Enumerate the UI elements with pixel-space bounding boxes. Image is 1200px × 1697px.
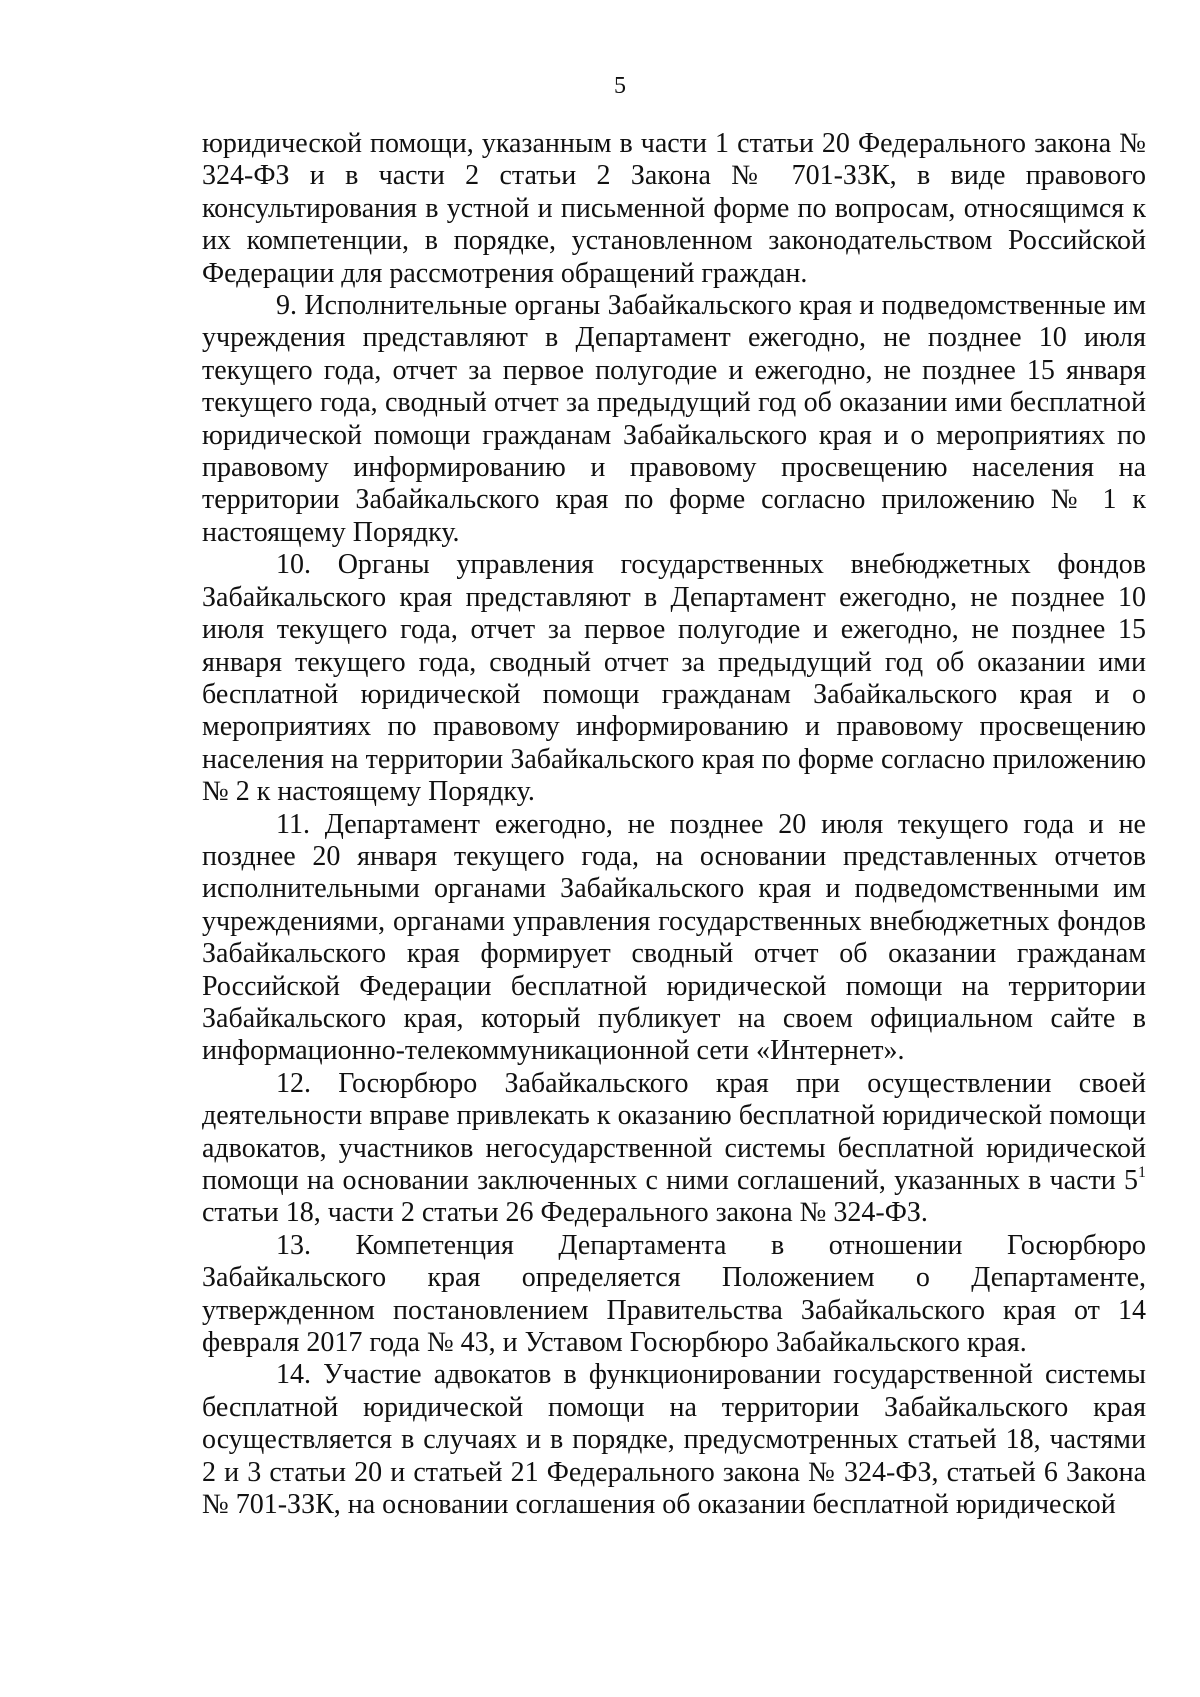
- paragraph-item-14: 14. Участие адвокатов в функционировании государственной системы бесплатной юридической помощи на территории Забайкальского края осуществляется в случаях и в порядке, предусмотренных статьей 18, частями 2 и 3 статьи 20 и статьей 21 Федерального закона № 324-ФЗ, статьей 6 Закона № 701-ЗЗК, на основании соглашения об оказании бесплатной юридической: [202, 1359, 1146, 1521]
- superscript: 1: [1138, 1164, 1146, 1181]
- paragraph-item-10: 10. Органы управления государственных внебюджетных фондов Забайкальского края представляют в Департамент ежегодно, не позднее 10 июля текущего года, отчет за первое полугодие и ежегодно, не позднее 15 января текущего года, сводный отчет за предыдущий год об оказании ими бесплатной юридической помощи гражданам Забайкальского края и о мероприятиях по правовому информированию и правовому просвещению населения на территории Забайкальского края по форме согласно приложению № 2 к настоящему Порядку.: [202, 549, 1146, 808]
- paragraph-item-13: 13. Компетенция Департамента в отношении Госюрбюро Забайкальского края определяется Положением о Департаменте, утвержденном постановлением Правительства Забайкальского края от 14 февраля 2017 года № 43, и Уставом Госюрбюро Забайкальского края.: [202, 1229, 1146, 1359]
- paragraph-item-9: 9. Исполнительные органы Забайкальского края и подведомственные им учреждения представляют в Департамент ежегодно, не позднее 10 июля текущего года, отчет за первое полугодие и ежегодно, не позднее 15 января текущего года, сводный отчет за предыдущий год об оказании ими бесплатной юридической помощи гражданам Забайкальского края и о мероприятиях по правовому информированию и правовому просвещению населения на территории Забайкальского края по форме согласно приложению № 1 к настоящему Порядку.: [202, 290, 1146, 548]
- paragraph-item-12-text: 12. Госюрбюро Забайкальского края при осуществлении своей деятельности вправе привлекать к оказанию бесплатной юридической помощи адвокатов, участников негосударственной системы бесплатной юридической помощи на основании заключенных с ними соглашений, указанных в части 5: [202, 1067, 1146, 1196]
- paragraph-item-12-text-end: статьи 18, части 2 статьи 26 Федерального закона № 324-ФЗ.: [202, 1197, 928, 1229]
- paragraph-continuation: юридической помощи, указанным в части 1 статьи 20 Федерального закона № 324-ФЗ и в части 2 статьи 2 Закона № 701-ЗЗК, в виде правового консультирования в устной и письменной форме по вопросам, относящимся к их компетенции, в порядке, установленном законодательством Российской Федерации для рассмотрения обращений граждан.: [202, 128, 1146, 289]
- page-number: 5: [614, 73, 626, 99]
- document-body: [202, 128, 1146, 1521]
- paragraph-item-12: [202, 1068, 1146, 1230]
- paragraph-item-11: 11. Департамент ежегодно, не позднее 20 июля текущего года и не позднее 20 января текущего года, на основании представленных отчетов исполнительными органами Забайкальского края и подведомственными им учреждениями, органами управления государственных внебюджетных фондов Забайкальского края формирует сводный отчет об оказании гражданам Российской Федерации бесплатной юридической помощи на территории Забайкальского края, который публикует на своем официальном сайте в информационно-телекоммуникационной сети «Интернет».: [202, 808, 1146, 1067]
